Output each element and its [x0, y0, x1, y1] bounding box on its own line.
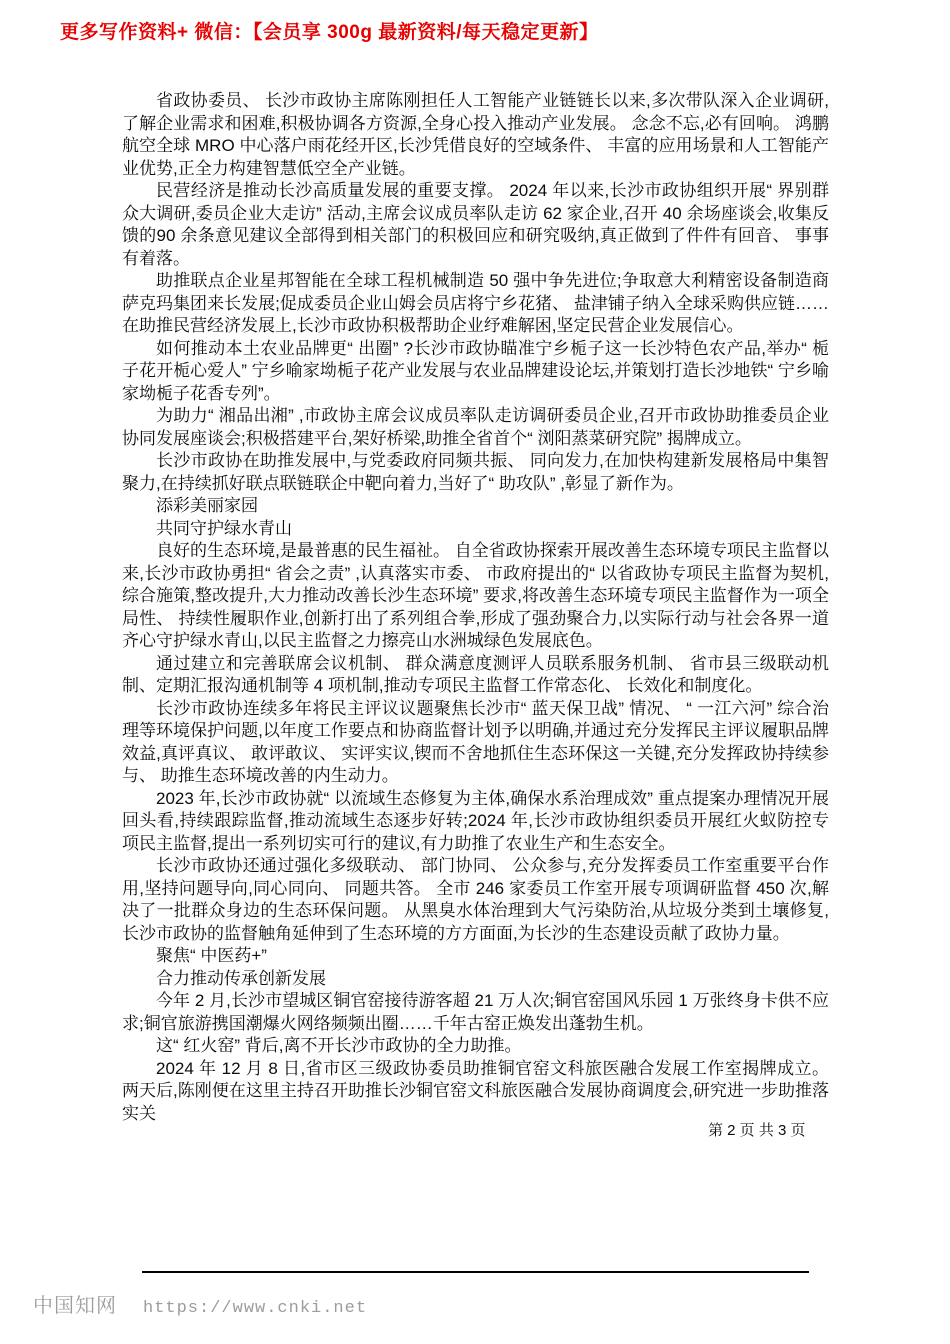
section-heading: 添彩美丽家园	[156, 496, 258, 515]
body-paragraph: 长沙市政协在助推发展中,与党委政府同频共振、 同向发力,在加快构建新发展格局中集智聚力,在持续抓好联点联链联企中靶向着力,当好了“ 助攻队” ,彰显了新作为。	[122, 451, 829, 493]
body-paragraph: 今年 2 月,长沙市望城区铜官窑接待游客超 21 万人次;铜官窑国风乐园 1 万张终身卡供不应求;铜官旅游携国潮爆火网络频频出圈……千年古窑正焕发出蓬勃生机。	[122, 991, 829, 1033]
body-paragraph: 为助力“ 湘品出湘” ,市政协主席会议成员率队走访调研委员企业,召开市政协助推委员企业协同发展座谈会;积极搭建平台,架好桥梁,助推全省首个“ 浏阳蒸菜研究院” 揭牌成立。	[122, 406, 829, 448]
body-paragraph: 如何推动本土农业品牌更“ 出圈” ?长沙市政协瞄准宁乡栀子这一长沙特色农产品,举办“ 栀子花开栀心爱人” 宁乡喻家坳栀子花产业发展与农业品牌建设论坛,并策划打造长沙地铁“ 宁乡喻家坳栀子花香专列”。	[122, 338, 829, 403]
body-paragraph: 长沙市政协连续多年将民主评议议题聚焦长沙市“ 蓝天保卫战” 情况、 “ 一江六河” 综合治理等环境保护问题,以年度工作要点和协商监督计划予以明确,并通过充分发挥民主评议履职品牌效益,真评真议、 敢评敢议、 实评实议,锲而不舍地抓住生态环保这一关键,充分发挥政协持续参与、 助推生态环境改善的内生动力。	[122, 698, 829, 785]
watermark	[33, 1289, 367, 1318]
body-paragraph: 2023 年,长沙市政协就“ 以流域生态修复为主体,确保水系治理成效” 重点提案办理情况开展回头看,持续跟踪监督,推动流域生态逐步好转;2024 年,长沙市政协组织委员开展红火蚁防控专项民主监督,提出一系列切实可行的建议,有力助推了农业生产和生态安全。	[122, 788, 829, 853]
body-paragraph: 助推联点企业星邦智能在全球工程机械制造 50 强中争先进位;争取意大利精密设备制造商萨克玛集团来长发展;促成委员企业山姆会员店将宁乡花猪、 盐津铺子纳入全球采购供应链……在助推民营经济发展上,长沙市政协积极帮助企业纾难解困,坚定民营企业发展信心。	[122, 271, 829, 335]
body-paragraph: 长沙市政协还通过强化多级联动、 部门协同、 公众参与,充分发挥委员工作室重要平台作用,坚持问题导向,同心同向、 同题共答。 全市 246 家委员工作室开展专项调研监督 450 次,解决了一批群众身边的生态环保问题。 从黑臭水体治理到大气污染防治,从垃圾分类到土壤修复,长沙市政协的监督触角延伸到了生态环境的方方面面,为长沙的生态建设贡献了政协力量。	[122, 856, 829, 943]
section-heading: 合力推动传承创新发展	[156, 968, 326, 988]
body-paragraph: 2024 年 12 月 8 日,省市区三级政协委员助推铜官窑文科旅医融合发展工作室揭牌成立。 两天后,陈刚便在这里主持召开助推长沙铜官窑文科旅医融合发展协商调度会,研究进一步助推落实关	[122, 1058, 829, 1123]
body-paragraph: 省政协委员、 长沙市政协主席陈刚担任人工智能产业链链长以来,多次带队深入企业调研,了解企业需求和困难,积极协调各方资源,全身心投入推动产业发展。 念念不忘,必有回响。 鸿鹏航空全球 MRO 中心落户雨花经开区,长沙凭借良好的空域条件、 丰富的应用场景和人工智能产业优势,正全力构建智慧低空全产业链。	[122, 91, 829, 178]
promo-banner: 更多写作资料+ 微信：【会员享 300g 最新资料/每天稳定更新】	[60, 22, 599, 43]
page-indicator: 第 2 页 共 3 页	[708, 1122, 806, 1139]
article-body	[122, 90, 829, 1125]
divider-line	[142, 1271, 809, 1273]
section-heading: 聚焦“ 中医药+”	[156, 946, 267, 965]
section-heading: 共同守护绿水青山	[156, 518, 292, 538]
body-paragraph: 这“ 红火窑” 背后,离不开长沙市政协的全力助推。	[156, 1036, 522, 1055]
body-paragraph: 民营经济是推动长沙高质量发展的重要支撑。 2024 年以来,长沙市政协组织开展“ 界别群众大调研,委员企业大走访” 活动,主席会议成员率队走访 62 家企业,召开 40 余场座谈会,收集反馈的90 余条意见建议全部得到相关部门的积极回应和研究吸纳,真正做到了件件有回音、 事事有着落。	[122, 181, 829, 268]
body-paragraph: 通过建立和完善联席会议机制、 群众满意度测评人员联系服务机制、 省市县三级联动机制、定期汇报沟通机制等 4 项机制,推动专项民主监督工作常态化、 长效化和制度化。	[122, 653, 829, 695]
cnki-url: https://www.cnki.net	[143, 1299, 368, 1318]
body-paragraph: 良好的生态环境,是最普惠的民生福祉。 自全省政协探索开展改善生态环境专项民主监督以来,长沙市政协勇担“ 省会之责” ,认真落实市委、 市政府提出的“ 以省政协专项民主监督为契机,综合施策,整改提升,大力推动改善长沙生态环境” 要求,将改善生态环境专项民主监督作为一项全局性、 持续性履职作业,创新打出了系列组合拳,形成了强劲聚合力,以实际行动与社会各界一道齐心守护绿水青山,以民主监督之力擦亮山水洲城绿色发展底色。	[122, 541, 829, 650]
cnki-logo-text: 中国知网	[33, 1295, 117, 1317]
